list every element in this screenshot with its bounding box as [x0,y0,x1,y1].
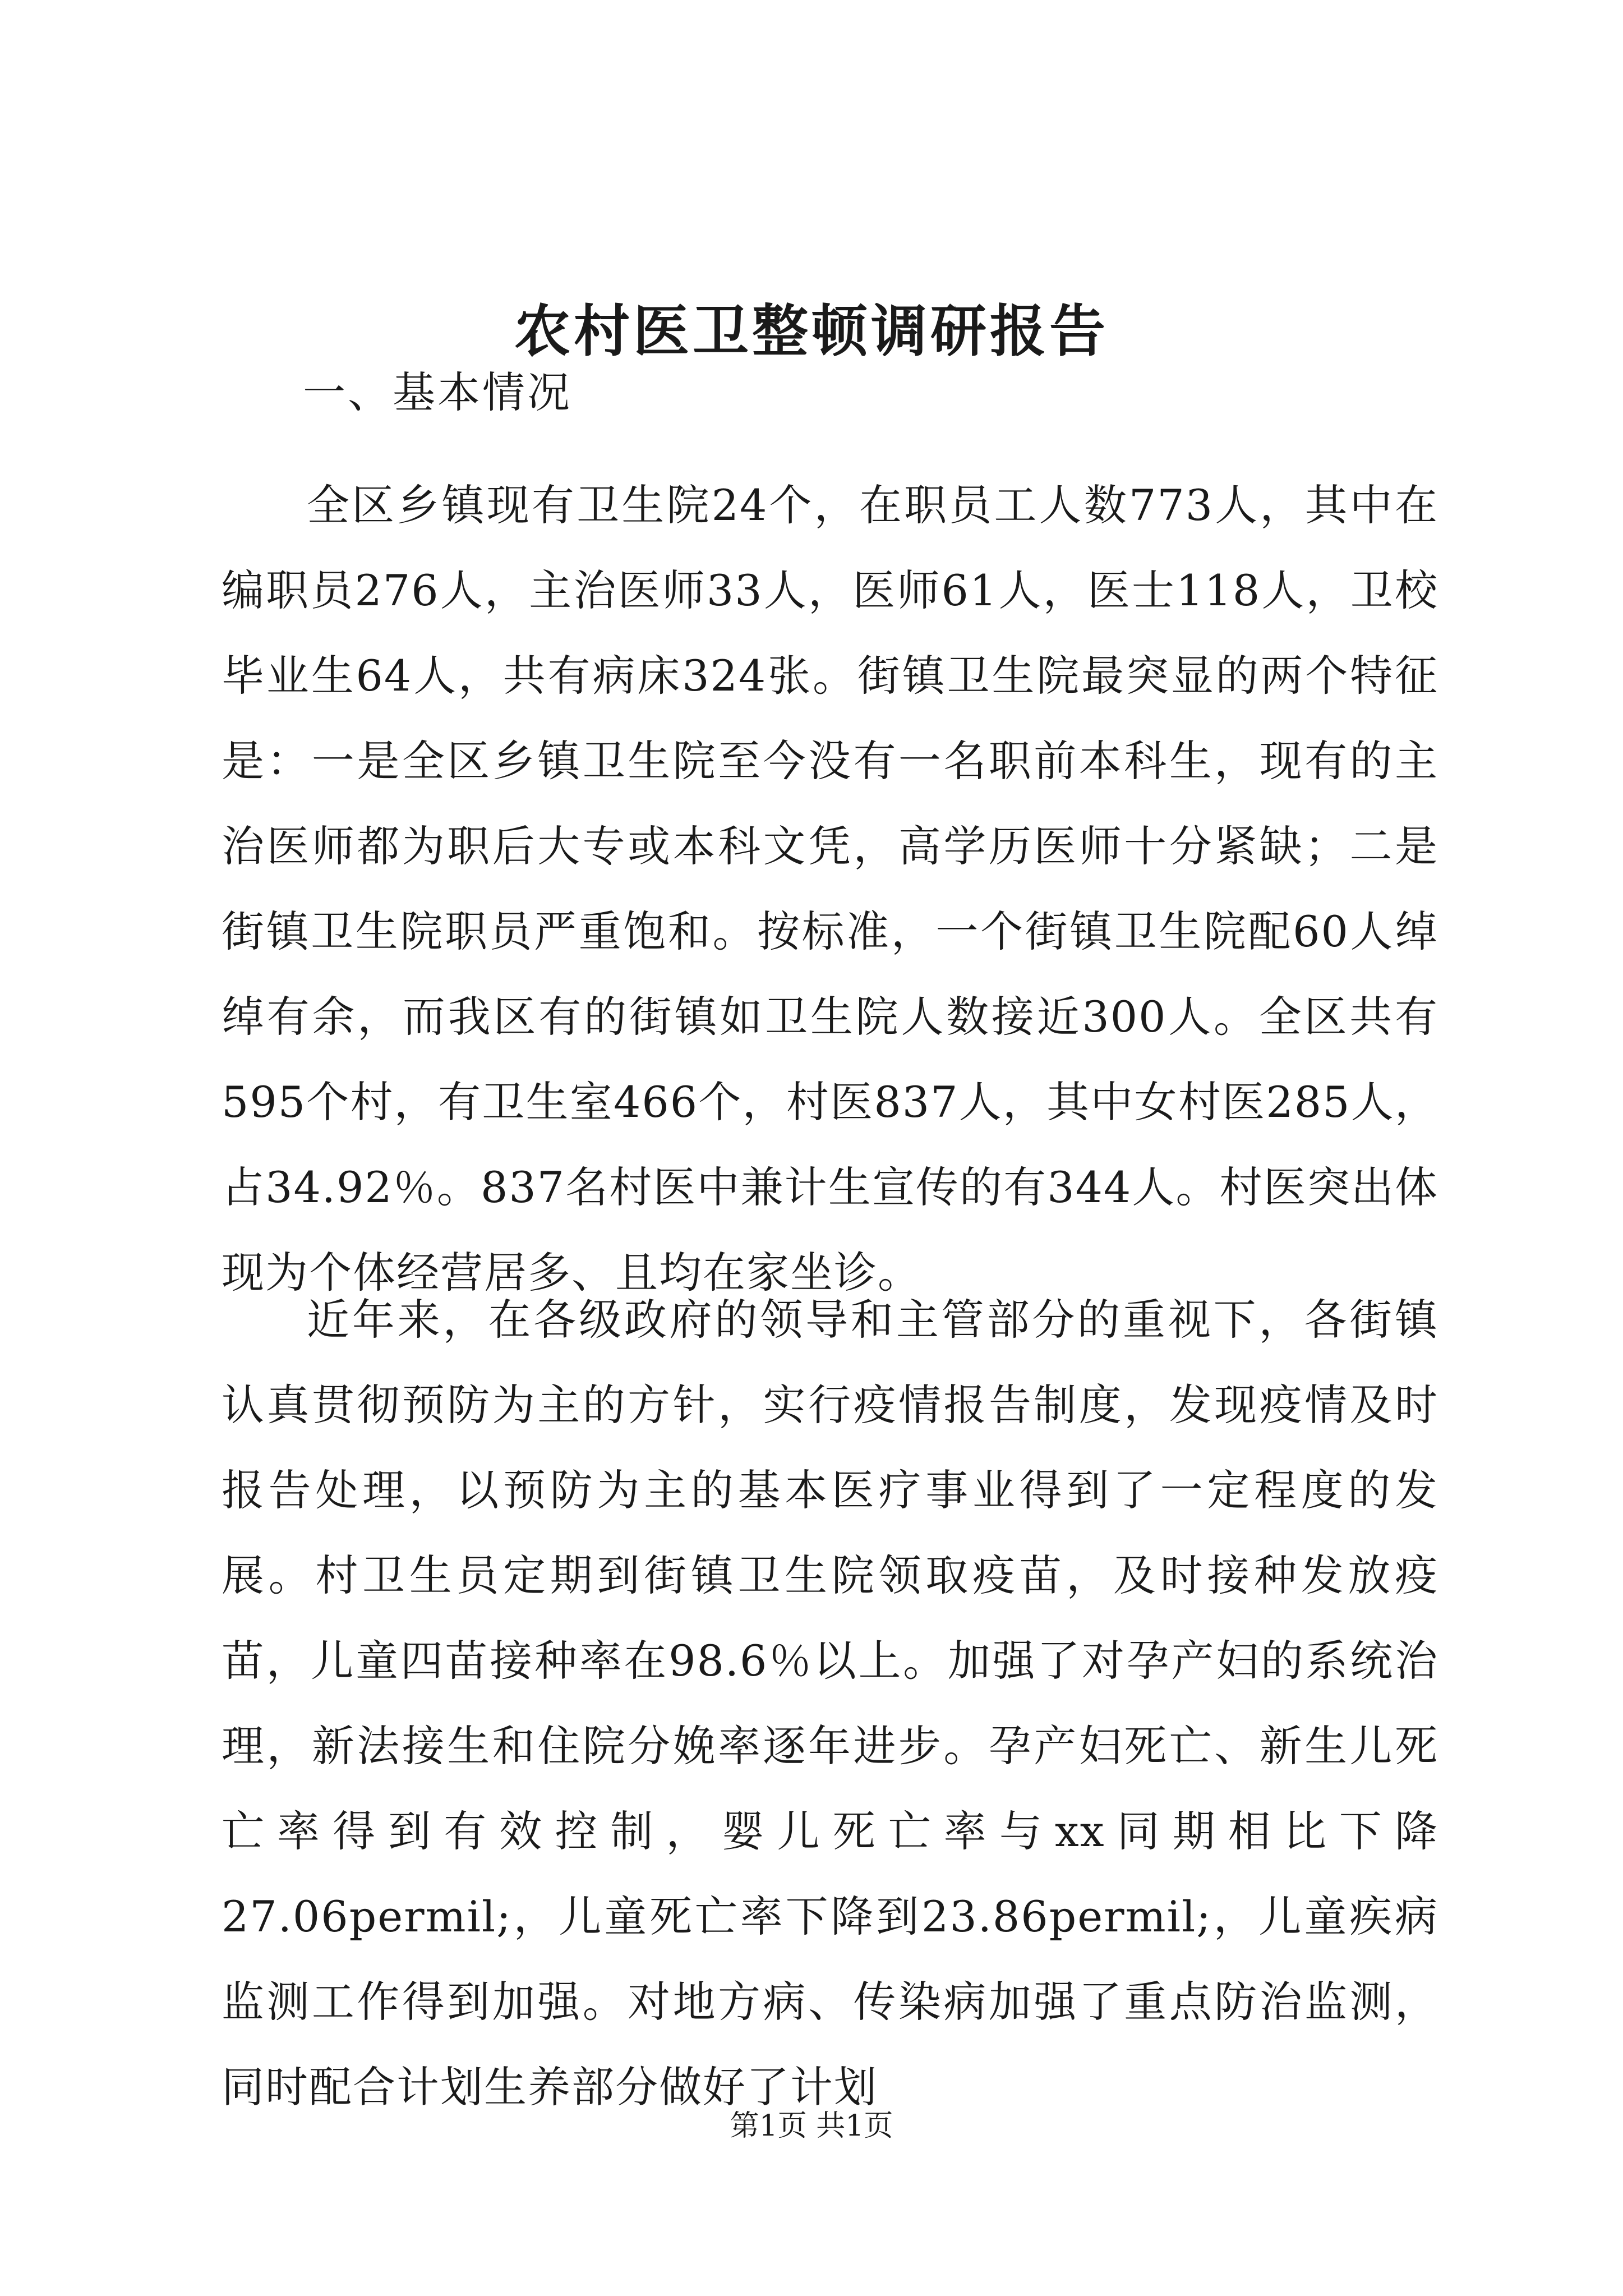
page-number-footer: 第1页 共1页 [730,2109,893,2143]
body-paragraph: 近年来，在各级政府的领导和主管部分的重视下，各街镇认真贯彻预防为主的方针，实行疫情报告制度，发现疫情及时报告处理，以预防为主的基本医疗事业得到了一定程度的发展。村卫生员定期到街镇卫生院领取疫苗，及时接种发放疫苗，儿童四苗接种率在98.6％以上。加强了对孕产妇的系统治理，新法接生和住院分娩率逐年进步。孕产妇死亡、新生儿死亡率得到有效控制，婴儿死亡率与xx同期相比下降27.06permil;，儿童死亡率下降到23.86permil;，儿童疾病监测工作得到加强。对地方病、传染病加强了重点防治监测，同时配合计划生养部分做好了计划 [222,1295,1438,2112]
document-title: 农村医卫整顿调研报告 [514,298,1109,364]
section-heading: 一、基本情况 [303,367,572,417]
body-paragraph: 全区乡镇现有卫生院24个，在职员工人数773人，其中在编职员276人，主治医师33人，医师61人，医士118人，卫校毕业生64人，共有病床324张。街镇卫生院最突显的两个特征是：一是全区乡镇卫生院至今没有一名职前本科生，现有的主治医师都为职后大专或本科文凭，高学历医师十分紧缺；二是街镇卫生院职员严重饱和。按标准，一个街镇卫生院配60人绰绰有余，而我区有的街镇如卫生院人数接近300人。全区共有595个村，有卫生室466个，村医837人，其中女村医285人，占34.92％。837名村医中兼计生宣传的有344人。村医突出体现为个体经营居多、且均在家坐诊。 [222,480,1438,1297]
